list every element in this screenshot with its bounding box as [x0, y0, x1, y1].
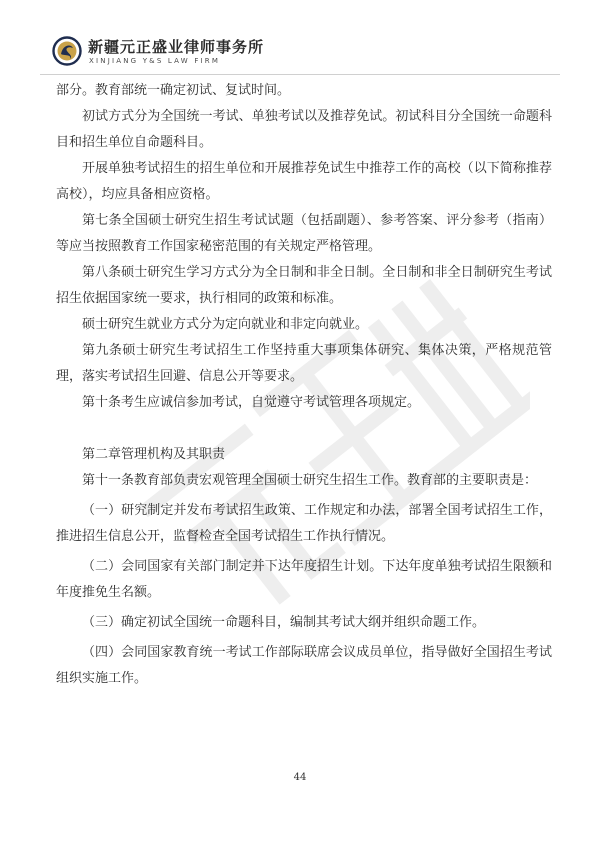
page-number: 44 [293, 772, 307, 783]
paragraph-article-7: 第七条全国硕士研究生招生考试试题（包括副题）、参考答案、评分参考（指南）等应当按照教育工作国家秘密范围的有关规定严格管理。 [56, 213, 552, 254]
paragraph-recommend-schools: 开展单独考试招生的招生单位和开展推荐免试生中推荐工作的高校（以下简称推荐高校），均应具备相应资格。 [56, 161, 552, 202]
paragraph-employment: 硕士研究生就业方式分为定向就业和非定向就业。 [82, 317, 369, 332]
list-item-2: （二）会同国家有关部门制定并下达年度招生计划。下达年度单独考试招生限额和年度推免生名额。 [56, 559, 552, 600]
paragraph-exam-methods: 初试方式分为全国统一考试、单独考试以及推荐免试。初试科目分全国统一命题科目和招生单位自命题科目。 [56, 109, 552, 150]
list-item-3: （三）确定初试全国统一命题科目，编制其考试大纲并组织命题工作。 [82, 615, 486, 630]
list-item-4: （四）会同国家教育统一考试工作部际联席会议成员单位，指导做好全国招生考试组织实施工作。 [56, 645, 552, 686]
paragraph-article-8: 第八条硕士研究生学习方式分为全日制和非全日制。全日制和非全日制研究生考试招生依据国家统一要求，执行相同的政策和标准。 [56, 265, 552, 306]
paragraph-article-9: 第九条硕士研究生考试招生工作坚持重大事项集体研究、集体决策，严格规范管理，落实考试招生回避、信息公开等要求。 [56, 343, 552, 384]
document-body [56, 78, 552, 696]
paragraph-continuation: 部分。教育部统一确定初试、复试时间。 [56, 83, 291, 98]
firm-logo-icon [52, 36, 82, 66]
firm-name-cn: 新疆元正盛业律师事务所 [88, 38, 265, 56]
chapter-2-heading: 第二章管理机构及其职责 [82, 447, 226, 462]
header-divider [40, 74, 560, 75]
page-header [40, 28, 560, 74]
list-item-1: （一）研究制定并发布考试招生政策、工作规定和办法，部署全国考试招生工作，推进招生信息公开，监督检查全国考试招生工作执行情况。 [56, 503, 552, 544]
firm-name-en: XINJIANG Y&S LAW FIRM [89, 57, 221, 65]
paragraph-article-11: 第十一条教育部负责宏观管理全国硕士研究生招生工作。教育部的主要职责是： [82, 473, 538, 488]
paragraph-article-10: 第十条考生应诚信参加考试，自觉遵守考试管理各项规定。 [82, 395, 421, 410]
section-spacer [56, 416, 552, 442]
